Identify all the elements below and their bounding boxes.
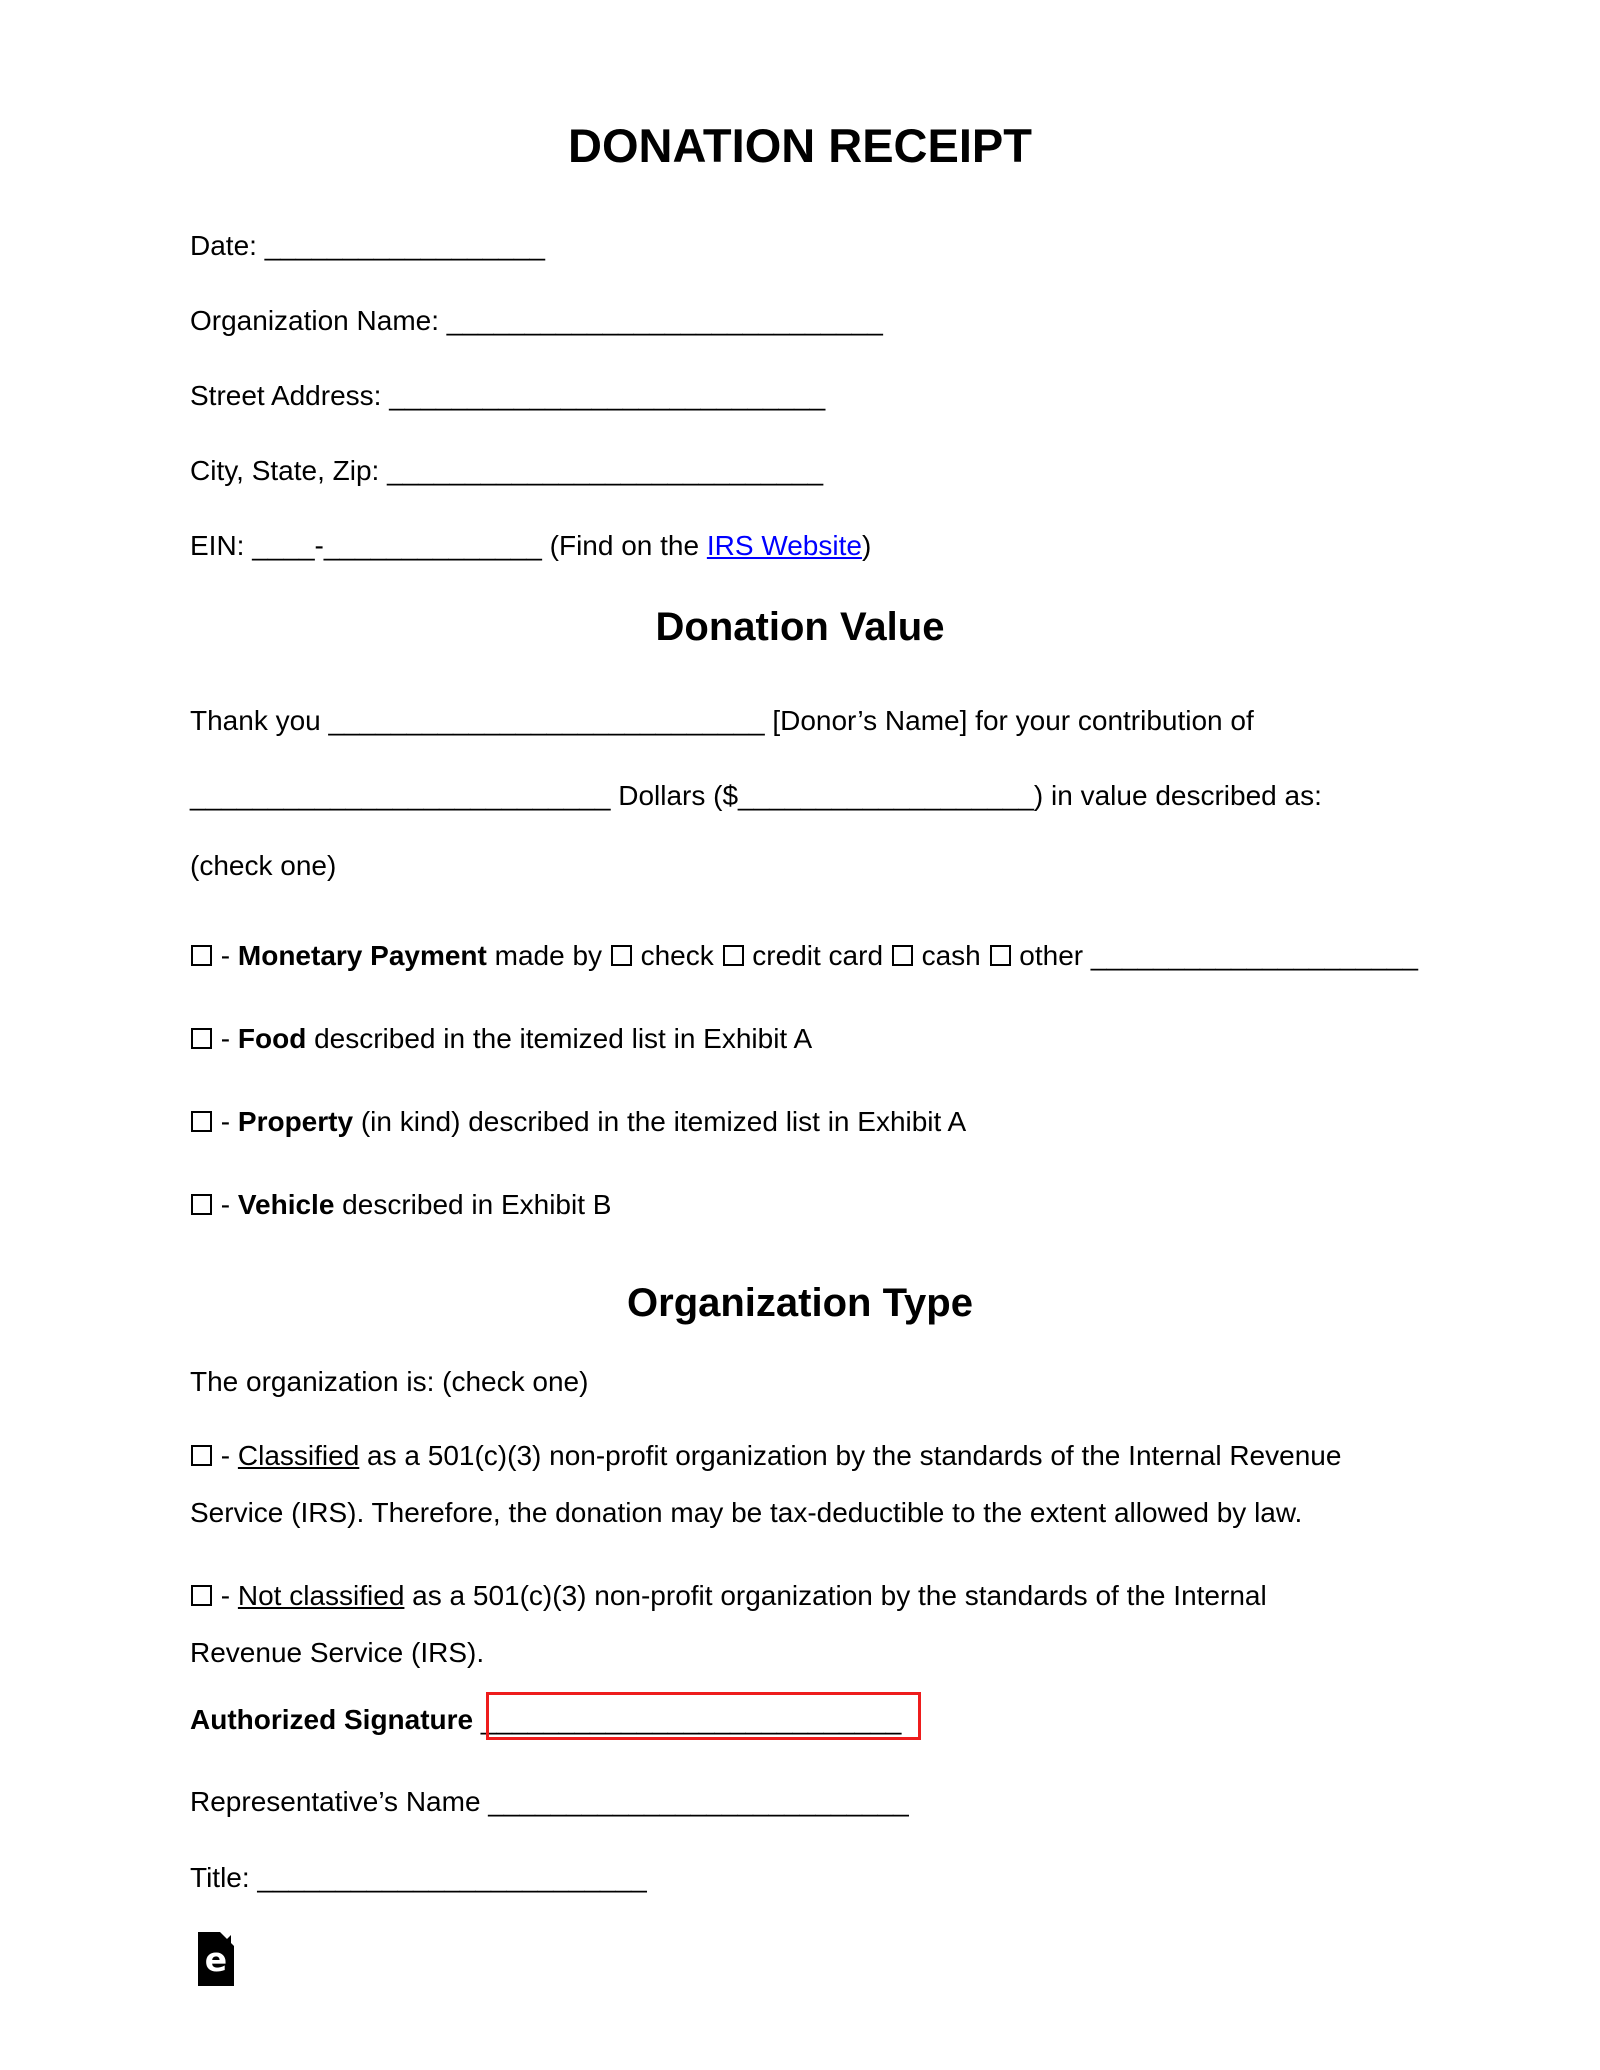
amount-words-blank[interactable]: ___________________________ [190,780,611,811]
classified-rest-label: as a 501(c)(3) non-profit organization by the standards of the Internal Revenue [359,1440,1342,1471]
street-address-label: Street Address: [190,380,390,411]
checkbox-classified[interactable] [191,1445,212,1466]
signature-field-highlight[interactable] [486,1692,921,1740]
ein-line [190,528,871,564]
amount-number-blank[interactable]: ___________________ [738,780,1034,811]
thank-you-line [190,703,1254,739]
ein-blank-prefix[interactable]: ____ [252,530,315,561]
cash-label: cash [913,940,989,971]
date-label: Date: [190,230,265,261]
dash: - [213,1189,238,1220]
option-vehicle-line [190,1187,611,1223]
property-label: Property [237,1106,354,1137]
title-field-blank[interactable]: _________________________ [257,1862,647,1893]
monetary-payment-label: Monetary Payment [237,940,487,971]
ein-blank-suffix[interactable]: ______________ [323,530,542,561]
option-monetary-line [190,938,1418,974]
dash: - [213,1023,238,1054]
option-classified-line1 [190,1438,1341,1474]
vehicle-rest-label: described in Exhibit B [334,1189,612,1220]
other-label: other [1011,940,1091,971]
dash: - [213,940,238,971]
property-rest-label: (in kind) described in the itemized list in Exhibit A [353,1106,967,1137]
city-state-zip-blank[interactable]: ____________________________ [387,455,824,486]
dash: - [213,1580,238,1611]
checkbox-monetary-payment[interactable] [191,945,212,966]
option-classified-line2: Service (IRS). Therefore, the donation may be tax-deductible to the extent allowed by law. [190,1497,1303,1528]
page-title: DONATION RECEIPT [568,119,1032,172]
option-not-classified-line1 [190,1578,1267,1614]
checkbox-not-classified[interactable] [191,1585,212,1606]
food-label: Food [237,1023,307,1054]
option-food-line [190,1021,812,1057]
eforms-logo document-icon [198,1932,234,1986]
dash: - [213,1440,238,1471]
thank-you-post: [Donor’s Name] for your contribution of [764,705,1254,736]
ein-hint-pre: (Find on the [541,530,707,561]
organization-type-intro: The organization is: (check one) [190,1366,589,1397]
representatives-name-line [190,1784,909,1820]
representatives-name-blank[interactable]: ___________________________ [488,1786,909,1817]
vehicle-label: Vehicle [237,1189,335,1220]
authorized-signature-label: Authorized Signature [190,1704,481,1735]
classified-underlined-label: Classified [237,1440,360,1471]
section-heading-donation-value: Donation Value [655,605,945,649]
checkbox-check[interactable] [611,945,632,966]
irs-website-link[interactable]: IRS Website [706,530,862,561]
title-field-label: Title: [190,1862,258,1893]
other-blank[interactable]: _____________________ [1090,940,1418,971]
dash: - [213,1106,238,1137]
option-not-classified-line2: Revenue Service (IRS). [190,1637,485,1668]
made-by-label: made by [486,940,610,971]
authorized-signature-blank[interactable]: ___________________________ [480,1704,902,1735]
amount-post-label: ) in value described as: [1033,780,1322,811]
checkbox-vehicle[interactable] [191,1194,212,1215]
city-state-zip-line [190,453,823,489]
donor-name-blank[interactable]: ____________________________ [328,705,765,736]
ein-separator: - [314,530,324,561]
not-classified-underlined-label: Not classified [237,1580,405,1611]
organization-name-blank[interactable]: ____________________________ [446,305,883,336]
checkbox-other[interactable] [990,945,1011,966]
street-address-line [190,378,825,414]
street-address-blank[interactable]: ____________________________ [389,380,826,411]
not-classified-rest-label: as a 501(c)(3) non-profit organization by the standards of the Internal [404,1580,1267,1611]
amount-mid-label: Dollars ($ [610,780,739,811]
ein-hint-post: ) [861,530,872,561]
checkbox-cash[interactable] [892,945,913,966]
organization-name-label: Organization Name: [190,305,447,336]
thank-you-pre: Thank you [190,705,329,736]
title-field-line [190,1860,647,1896]
food-rest-label: described in the itemized list in Exhibit A [306,1023,813,1054]
checkbox-credit-card[interactable] [723,945,744,966]
check-one-label: (check one) [190,850,337,881]
checkbox-food[interactable] [191,1028,212,1049]
amount-line [190,778,1322,814]
ein-label: EIN: [190,530,253,561]
city-state-zip-label: City, State, Zip: [190,455,388,486]
representatives-name-label: Representative’s Name [190,1786,489,1817]
option-property-line [190,1104,966,1140]
check-label: check [632,940,722,971]
section-heading-organization-type: Organization Type [627,1281,973,1325]
checkbox-property[interactable] [191,1111,212,1132]
organization-name-line [190,303,883,339]
date-line [190,228,545,264]
logo-letter: e [204,1940,228,1979]
credit-card-label: credit card [744,940,891,971]
date-blank[interactable]: __________________ [264,230,546,261]
